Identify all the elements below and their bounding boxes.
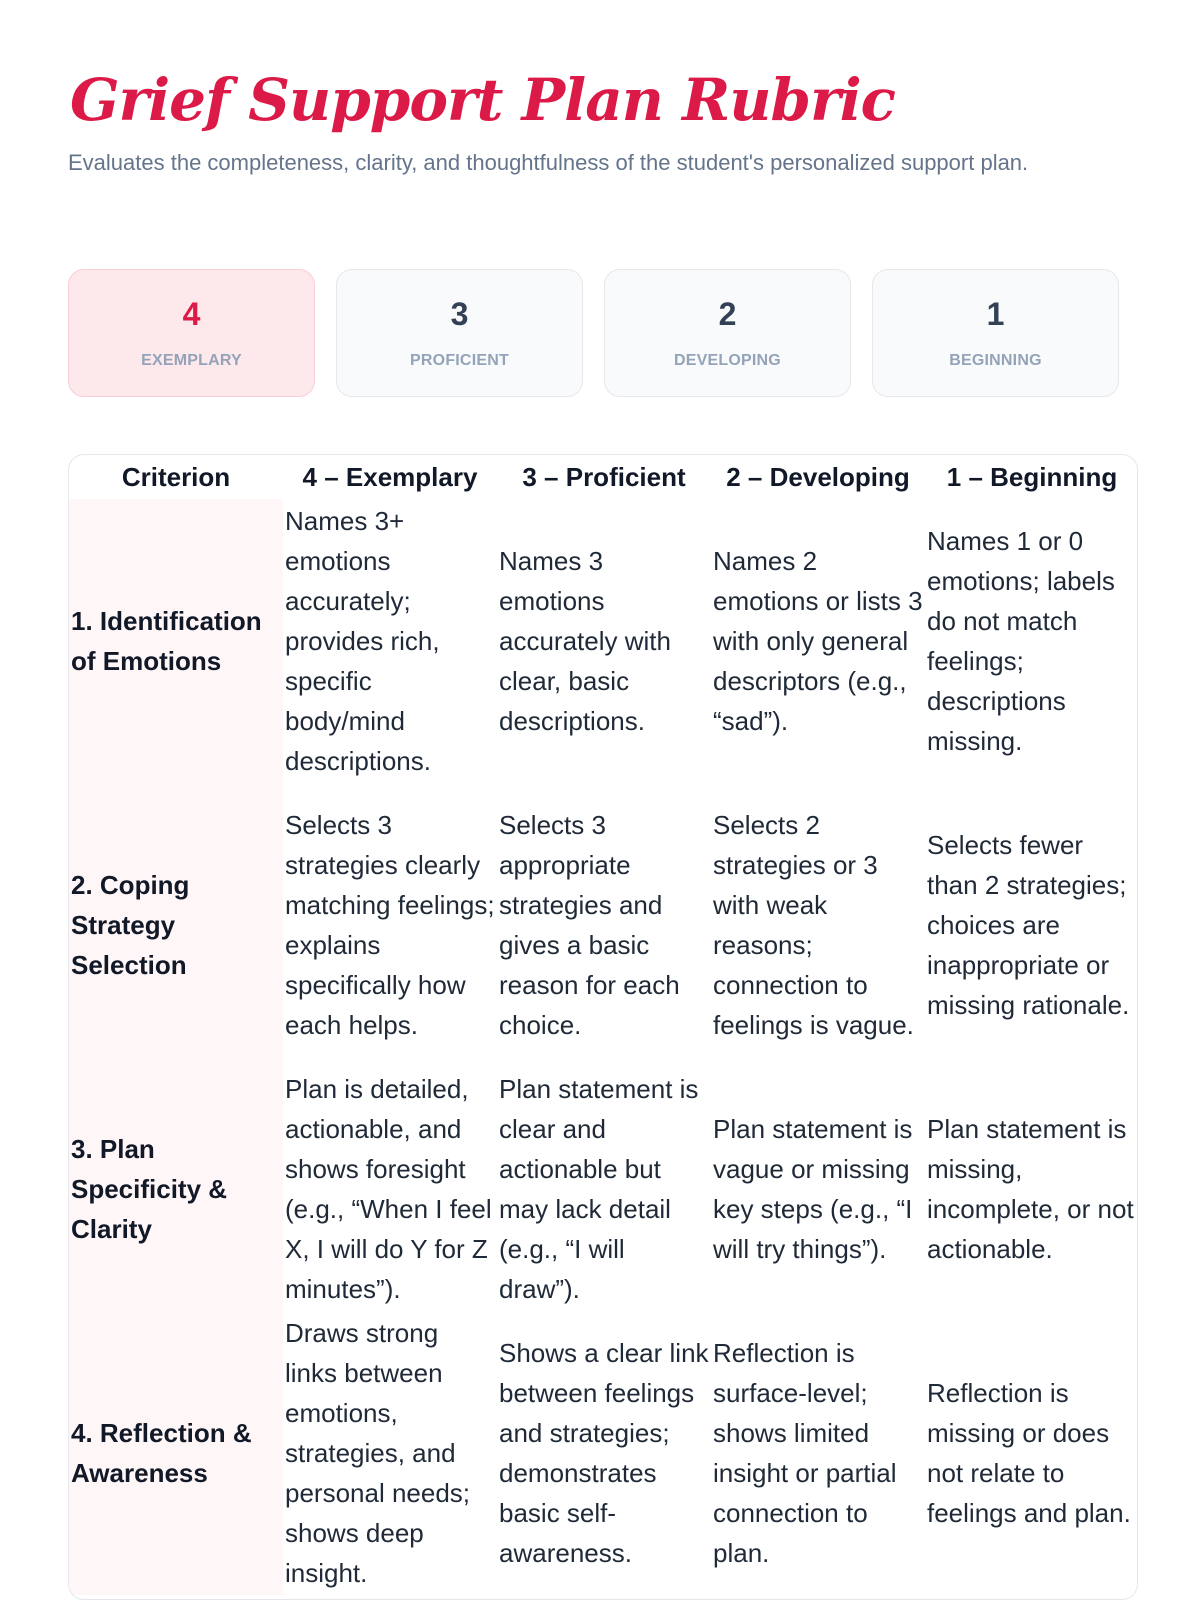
- descriptor-cell: Reflection is missing or does not relate to feelings and plan.: [927, 1378, 1131, 1528]
- rubric-table-container: [68, 454, 1138, 1600]
- level-score: 2: [718, 296, 737, 332]
- descriptor-cell: Selects fewer than 2 strategies; choices are inappropriate or missing rationale.: [927, 830, 1130, 1020]
- table-header-row: [69, 455, 1138, 499]
- criterion-cell: 2. Coping Strategy Selection: [69, 783, 283, 1067]
- level-label: DEVELOPING: [674, 352, 781, 369]
- level-label: PROFICIENT: [410, 352, 509, 369]
- descriptor-cell: Selects 3 strategies clearly matching feelings; explains specifically how each helps.: [285, 810, 495, 1040]
- level-score: 4: [182, 296, 201, 332]
- table-row: [69, 1311, 1138, 1595]
- level-label: BEGINNING: [949, 352, 1042, 369]
- descriptor-cell: Reflection is surface-level; shows limited insight or partial connection to plan.: [713, 1338, 897, 1568]
- column-header-proficient: 3 – Proficient: [522, 461, 686, 492]
- page-subtitle: Evaluates the completeness, clarity, and thoughtfulness of the student's personalized support plan.: [68, 150, 1029, 175]
- criterion-cell: 1. Identification of Emotions: [69, 499, 283, 783]
- column-header-developing: 2 – Developing: [726, 461, 910, 492]
- level-card-proficient[interactable]: [336, 269, 583, 397]
- descriptor-cell: Draws strong links between emotions, strategies, and personal needs; shows deep insight.: [285, 1318, 471, 1588]
- descriptor-cell: Selects 3 appropriate strategies and gives a basic reason for each choice.: [499, 810, 680, 1040]
- level-card-developing[interactable]: [604, 269, 851, 397]
- descriptor-cell: Names 3+ emotions accurately; provides rich, specific body/mind descriptions.: [285, 506, 440, 776]
- level-score: 1: [986, 296, 1005, 332]
- criterion-cell: 3. Plan Specificity & Clarity: [69, 1067, 283, 1311]
- table-row: [69, 499, 1138, 783]
- score-level-selector: [68, 269, 1138, 397]
- table-row: [69, 783, 1138, 1067]
- page-title: Grief Support Plan Rubric: [70, 66, 895, 134]
- descriptor-cell: Plan is detailed, actionable, and shows foresight (e.g., “When I feel X, I will do Y for Z minutes”).: [285, 1074, 492, 1304]
- column-header-exemplary: 4 – Exemplary: [302, 461, 478, 492]
- table-row: [69, 1067, 1138, 1311]
- column-header-beginning: 1 – Beginning: [946, 461, 1118, 492]
- level-score: 3: [450, 296, 469, 332]
- descriptor-cell: Plan statement is vague or missing key steps (e.g., “I will try things”).: [713, 1114, 913, 1264]
- descriptor-cell: Shows a clear link between feelings and strategies; demonstrates basic self-awareness.: [499, 1338, 709, 1568]
- rubric-table: [69, 455, 1138, 1595]
- descriptor-cell: Names 2 emotions or lists 3 with only general descriptors (e.g., “sad”).: [713, 546, 923, 736]
- level-card-beginning[interactable]: [872, 269, 1119, 397]
- descriptor-cell: Selects 2 strategies or 3 with weak reasons; connection to feelings is vague.: [713, 810, 914, 1040]
- column-header-criterion: Criterion: [121, 461, 231, 492]
- descriptor-cell: Names 1 or 0 emotions; labels do not match feelings; descriptions missing.: [927, 526, 1115, 756]
- criterion-cell: 4. Reflection & Awareness: [69, 1311, 283, 1595]
- level-card-exemplary[interactable]: [68, 269, 315, 397]
- descriptor-cell: Names 3 emotions accurately with clear, basic descriptions.: [499, 546, 671, 736]
- descriptor-cell: Plan statement is missing, incomplete, or not actionable.: [927, 1114, 1134, 1264]
- descriptor-cell: Plan statement is clear and actionable but may lack detail (e.g., “I will draw”).: [499, 1074, 699, 1304]
- level-label: EXEMPLARY: [141, 352, 242, 369]
